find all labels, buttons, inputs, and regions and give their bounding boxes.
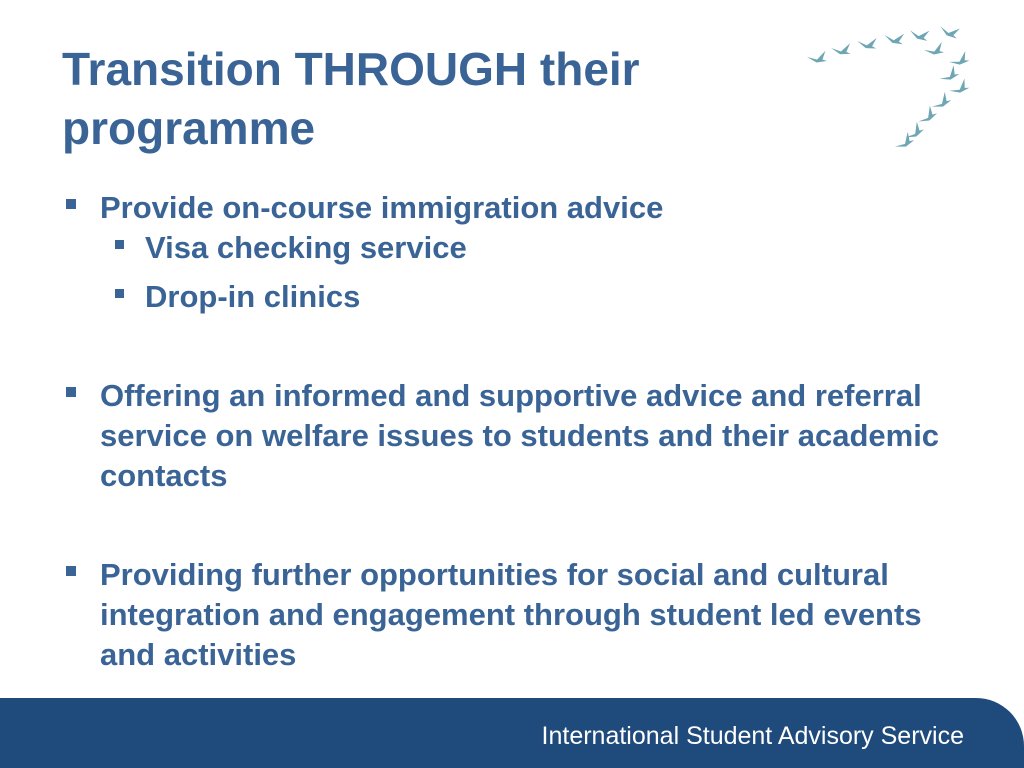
- sub-bullet-text: Drop-in clinics: [145, 279, 361, 314]
- sub-bullet-text: Visa checking service: [145, 230, 467, 265]
- flying-birds-icon: [800, 20, 990, 170]
- bullet-item: [62, 376, 982, 496]
- bullet-item: [62, 555, 982, 675]
- bullet-square-icon: [66, 199, 76, 209]
- bullet-text: Providing further opportunities for social and cultural integration and engagement through student led events and activities: [100, 557, 922, 672]
- bullet-square-icon: [66, 387, 76, 397]
- bullet-item: [62, 188, 982, 228]
- bullet-list: [62, 188, 982, 675]
- sub-bullet-item: [62, 277, 982, 317]
- slide-title: Transition THROUGH their programme: [62, 43, 640, 154]
- footer-text: International Student Advisory Service: [541, 722, 964, 750]
- bullet-square-icon: [115, 289, 124, 298]
- sub-bullet-item: [62, 228, 982, 268]
- bullet-square-icon: [66, 566, 76, 576]
- bullet-square-icon: [115, 240, 124, 249]
- bullet-text: Provide on-course immigration advice: [100, 190, 664, 225]
- footer-bar: [0, 698, 1024, 768]
- bullet-text: Offering an informed and supportive advice and referral service on welfare issues to students and their academic contacts: [100, 378, 940, 493]
